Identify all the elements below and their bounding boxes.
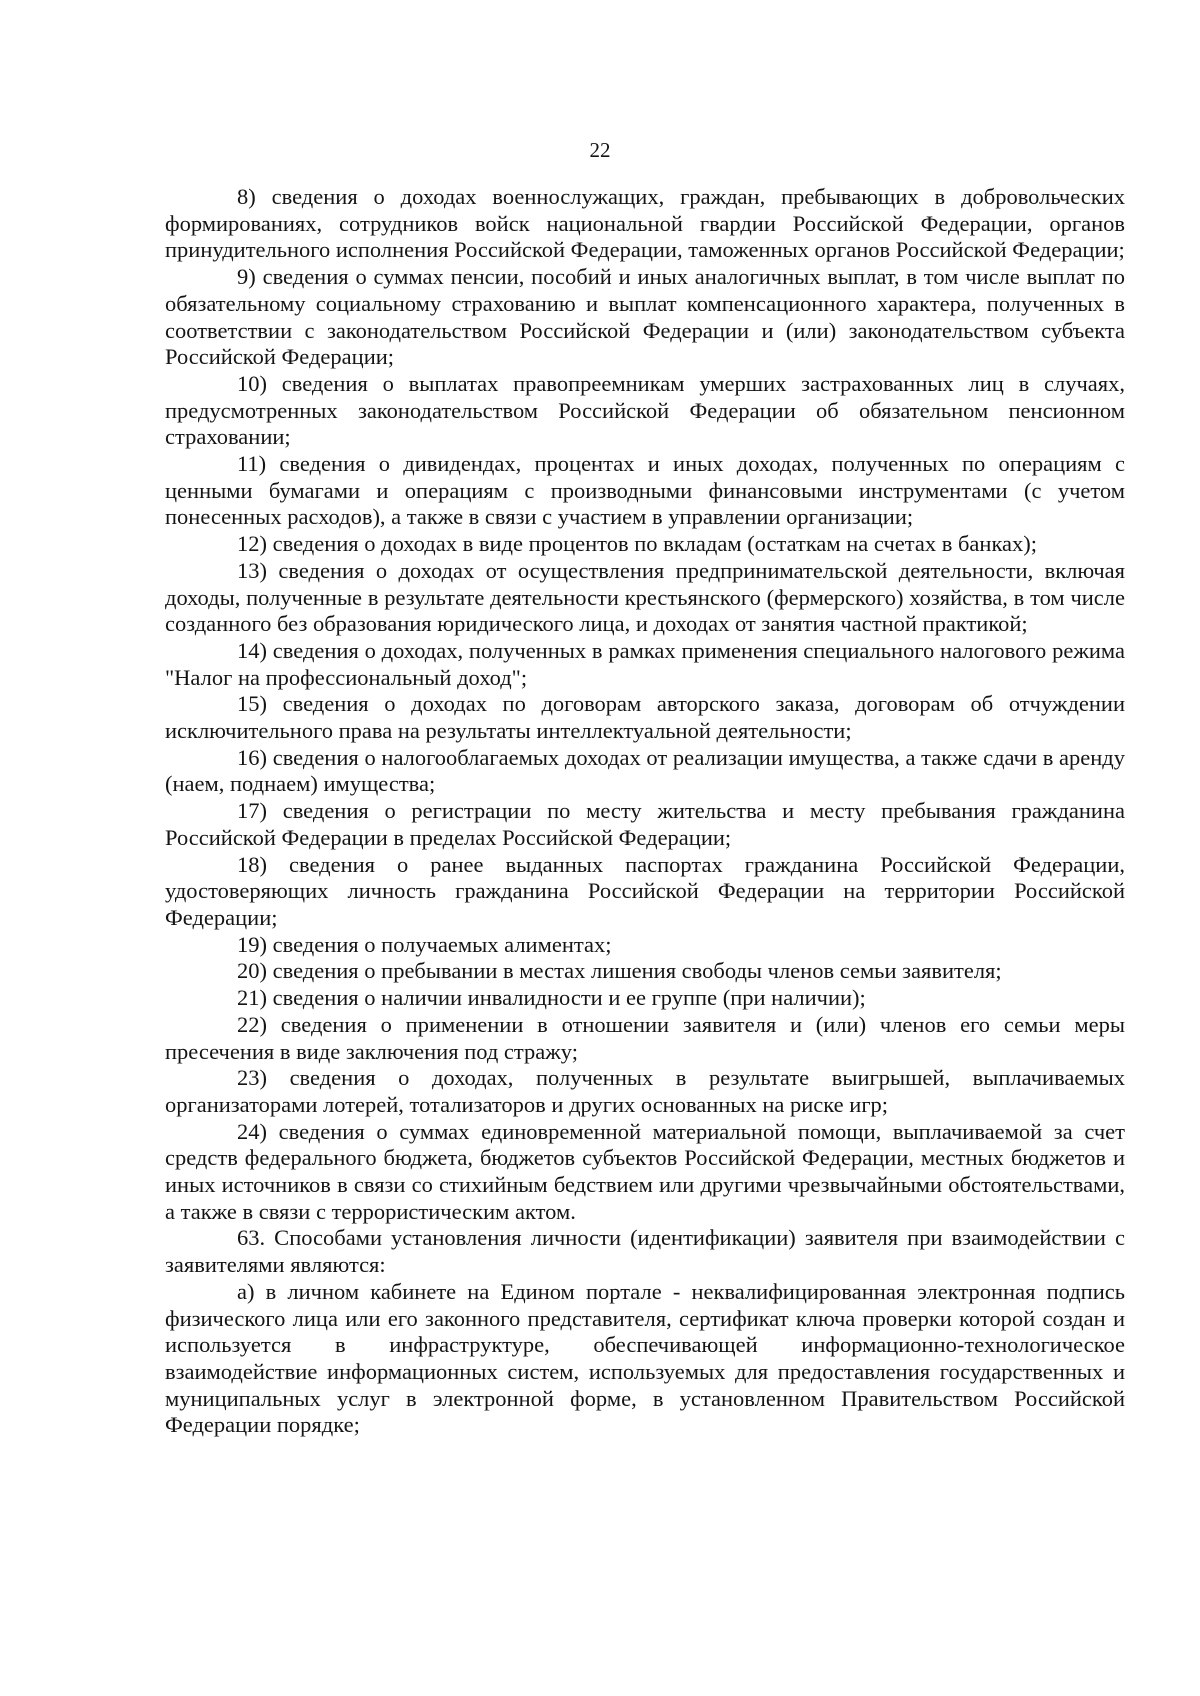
paragraph-item-23: 23) сведения о доходах, полученных в результате выигрышей, выплачиваемых организаторами лотерей, тотализаторов и других основанных на риске игр; xyxy=(165,1065,1125,1117)
paragraph-item-21: 21) сведения о наличии инвалидности и ее группе (при наличии); xyxy=(237,985,866,1011)
paragraph-item-17: 17) сведения о регистрации по месту жительства и месту пребывания гражданина Российской Федерации в пределах Российской Федерации; xyxy=(165,798,1125,850)
paragraph-item-13: 13) сведения о доходах от осуществления предпринимательской деятельности, включая доходы, полученные в результате деятельности крестьянского (фермерского) хозяйства, в том числе созданного без образования юридического лица, и доходах от занятия частной практикой; xyxy=(165,557,1125,637)
paragraph-item-24: 24) сведения о суммах единовременной материальной помощи, выплачиваемой за счет средств федерального бюджета, бюджетов субъектов Российской Федерации, местных бюджетов и иных источников в связи со стихийным бедствием или другими чрезвычайными обстоятельствами, а также в связи с террористическим актом. xyxy=(165,1118,1125,1224)
document-body xyxy=(165,184,1125,1439)
paragraph-item-19: 19) сведения о получаемых алиментах; xyxy=(237,931,612,957)
paragraph-item-8: 8) сведения о доходах военнослужащих, граждан, пребывающих в добровольческих формированиях, сотрудников войск национальной гвардии Российской Федерации, органов принудительного исполнения Российской Федерации, таможенных органов Российской Федерации; xyxy=(165,184,1125,263)
paragraph-section-63: 63. Способами установления личности (идентификации) заявителя при взаимодействии с заявителями являются: xyxy=(165,1225,1125,1278)
paragraph-subitem-a: а) в личном кабинете на Едином портале - неквалифицированная электронная подпись физического лица или его законного представителя, сертификат ключа проверки которой создан и используется в инфраструктуре, обеспечивающей информационно-технологическое взаимодействие информационных систем, используемых для предоставления государственных и муниципальных услуг в электронной форме, в установленном Правительством Российской Федерации порядке; xyxy=(165,1278,1125,1438)
paragraph-item-15: 15) сведения о доходах по договорам авторского заказа, договорам об отчуждении исключительного права на результаты интеллектуальной деятельности; xyxy=(165,691,1125,744)
paragraph-item-9: 9) сведения о суммах пенсии, пособий и иных аналогичных выплат, в том числе выплат по обязательному социальному страхованию и выплат компенсационного характера, полученных в соответствии с законодательством Российской Федерации и (или) законодательством субъекта Российской Федерации; xyxy=(165,264,1125,370)
paragraph-item-22: 22) сведения о применении в отношении заявителя и (или) членов его семьи меры пресечения в виде заключения под стражу; xyxy=(165,1011,1125,1064)
paragraph-item-14: 14) сведения о доходах, полученных в рамках применения специального налогового режима "Налог на профессиональный доход"; xyxy=(165,637,1125,690)
paragraph-item-20: 20) сведения о пребывании в местах лишения свободы членов семьи заявителя; xyxy=(237,958,1002,984)
paragraph-item-16: 16) сведения о налогооблагаемых доходах от реализации имущества, а также сдачи в аренду (наем, поднаем) имущества; xyxy=(165,744,1125,797)
paragraph-item-12: 12) сведения о доходах в виде процентов по вкладам (остаткам на счетах в банках); xyxy=(237,531,1038,557)
page-number: 22 xyxy=(589,138,611,162)
paragraph-item-18: 18) сведения о ранее выданных паспортах гражданина Российской Федерации, удостоверяющих личность гражданина Российской Федерации на территории Российской Федерации; xyxy=(165,851,1125,930)
paragraph-item-11: 11) сведения о дивидендах, процентах и иных доходах, полученных по операциям с ценными бумагами и операциям с производными финансовыми инструментами (с учетом понесенных расходов), а также в связи с участием в управлении организации; xyxy=(165,451,1125,530)
paragraph-item-10: 10) сведения о выплатах правопреемникам умерших застрахованных лиц в случаях, предусмотренных законодательством Российской Федерации об обязательном пенсионном страховании; xyxy=(165,370,1125,450)
